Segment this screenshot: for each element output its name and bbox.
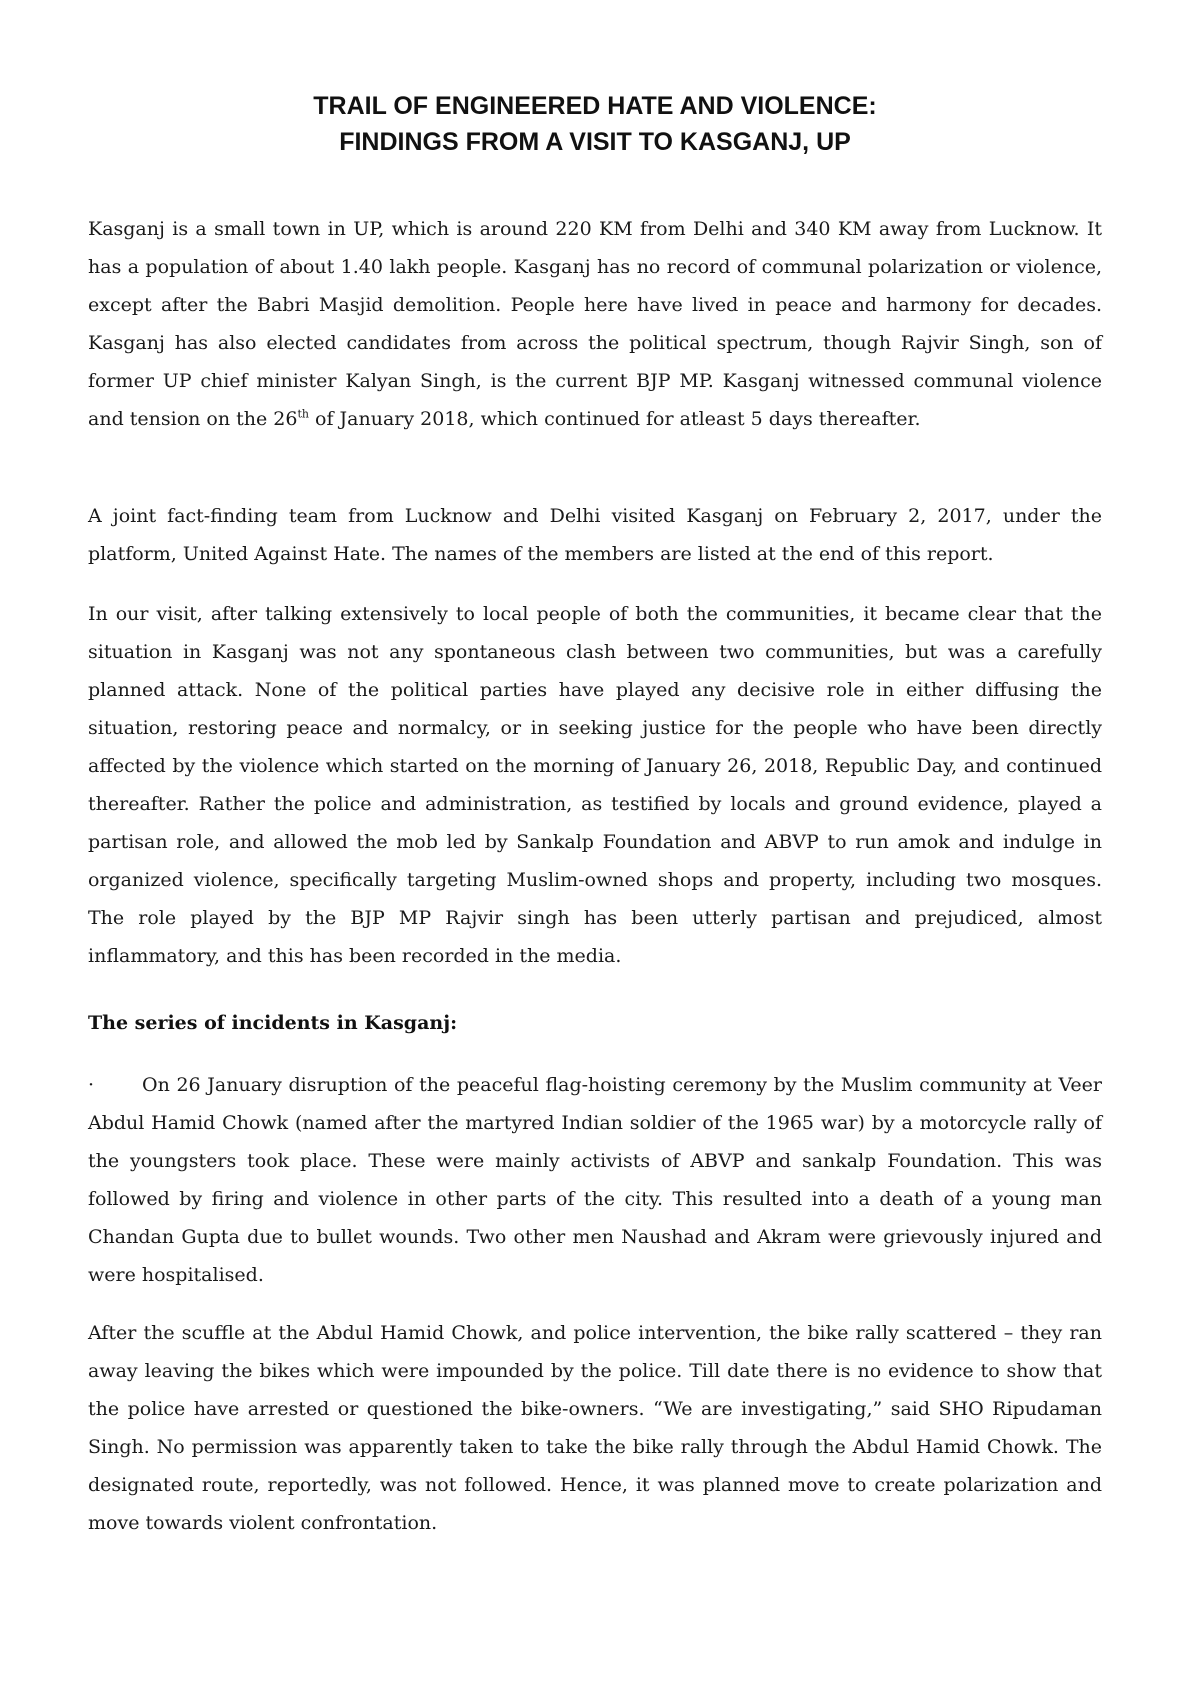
intro-text-part-1: Kasganj is a small town in UP, which is around 220 KM from Delhi and 340 KM away from Lucknow. It has a population of about 1.40 lakh people. Kasganj has no record of communal polarization or violence, except after the Babri Masjid demolition. People here have lived in peace and harmony for decades. Kasganj has also elected candidates from across the political spectrum, though Rajvir Singh, son of former UP chief minister Kalyan Singh, is the current BJP MP. Kasganj witnessed communal violence and tension on the 26 xyxy=(88,218,1102,430)
intro-text-part-2: of January 2018, which continued for atleast 5 days thereafter. xyxy=(309,408,921,430)
title-line-1: TRAIL OF ENGINEERED HATE AND VIOLENCE: xyxy=(313,92,877,120)
bike-rally-paragraph: After the scuffle at the Abdul Hamid Chowk, and police intervention, the bike rally scattered – they ran away leaving the bikes which were impounded by the police. Till date there is no evidence to show that the police have arrested or questioned the bike-owners. “We are investigating,” said SHO Ripudaman Singh. No permission was apparently taken to take the bike rally through the Abdul Hamid Chowk. The designated route, reportedly, was not followed. Hence, it was planned move to create polarization and move towards violent confrontation. xyxy=(88,1322,1102,1534)
ordinal-superscript: th xyxy=(297,407,309,421)
bullet-item xyxy=(88,1066,1102,1294)
bullet-dot: · xyxy=(88,1074,95,1096)
document-title xyxy=(88,88,1102,160)
intro-paragraph xyxy=(88,210,1102,438)
title-line-2: FINDINGS FROM A VISIT TO KASGANJ, UP xyxy=(339,128,851,156)
fact-finding-team-paragraph: A joint fact-finding team from Lucknow and Delhi visited Kasganj on February 2, 2017, under the platform, United Against Hate. The names of the members are listed at the end of this report. xyxy=(88,505,1102,565)
bullet-text: On 26 January disruption of the peaceful flag-hoisting ceremony by the Muslim community at Veer Abdul Hamid Chowk (named after the martyred Indian soldier of the 1965 war) by a motorcycle rally of the youngsters took place. These were mainly activists of ABVP and sankalp Foundation. This was followed by firing and violence in other parts of the city. This resulted into a death of a young man Chandan Gupta due to bullet wounds. Two other men Naushad and Akram were grievously injured and were hospitalised. xyxy=(88,1074,1102,1286)
findings-paragraph: In our visit, after talking extensively to local people of both the communities, it became clear that the situation in Kasganj was not any spontaneous clash between two communities, but was a carefully planned attack. None of the political parties have played any decisive role in either diffusing the situation, restoring peace and normalcy, or in seeking justice for the people who have been directly affected by the violence which started on the morning of January 26, 2018, Republic Day, and continued thereafter. Rather the police and administration, as testified by locals and ground evidence, played a partisan role, and allowed the mob led by Sankalp Foundation and ABVP to run amok and indulge in organized violence, specifically targeting Muslim-owned shops and property, including two mosques. The role played by the BJP MP Rajvir singh has been utterly partisan and prejudiced, almost inflammatory, and this has been recorded in the media. xyxy=(88,603,1102,967)
section-heading: The series of incidents in Kasganj: xyxy=(88,1012,458,1034)
